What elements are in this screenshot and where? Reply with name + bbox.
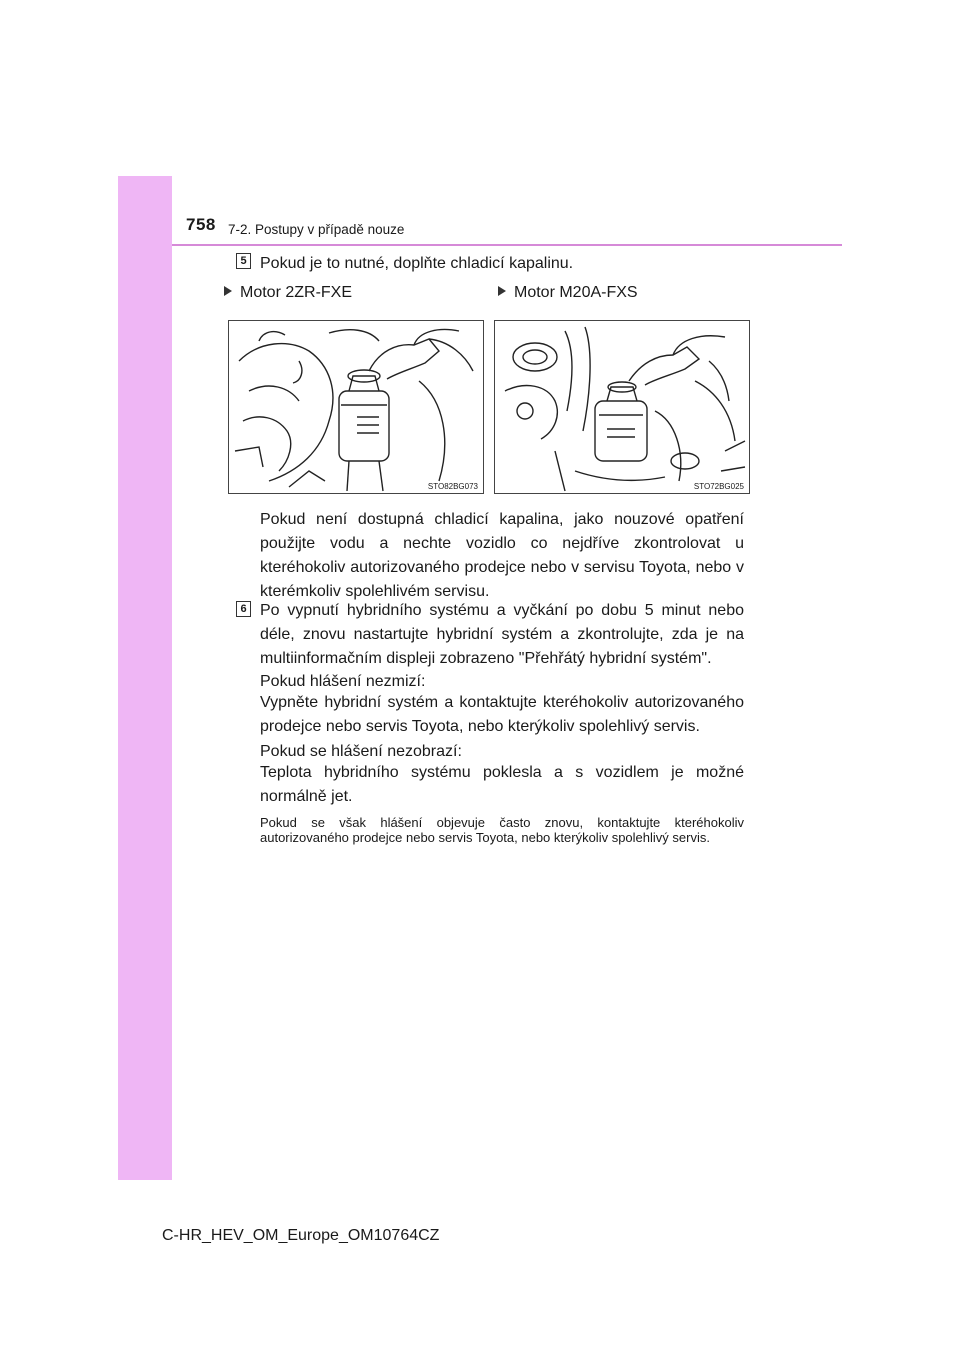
small-note: Pokud se však hlášení objevuje často znovu, kontaktujte kteréhokoliv autorizovaného prodejce nebo servis Toyota, nebo kterýkoliv spolehlivý servis. (260, 815, 744, 845)
variant-right-text: Motor M20A-FXS (514, 284, 638, 301)
case2-text: Teplota hybridního systému poklesla a s vozidlem je možné normálně jet. (260, 764, 744, 805)
step-5-text: Pokud je to nutné, doplňte chladicí kapalinu. (260, 255, 574, 272)
document-id: C-HR_HEV_OM_Europe_OM10764CZ (162, 1227, 440, 1244)
step-6-text: Po vypnutí hybridního systému a vyčkání po dobu 5 minut nebo déle, znovu nastartujte hybridní systém a zkontrolujte, zda je na multiinformačním displeji zobrazeno "Přehřátý hybridní systém". (260, 602, 744, 667)
illustration-2zr-fxe (228, 320, 484, 494)
page-number: 758 (186, 215, 216, 234)
illustration-code-left: STO82BG073 (427, 482, 478, 491)
case2-heading: Pokud se hlášení nezobrazí: (260, 743, 462, 760)
case1-heading: Pokud hlášení nezmizí: (260, 673, 426, 690)
bullet-triangle-icon (224, 286, 232, 296)
illustration-code-right: STO72BG025 (693, 482, 744, 491)
engine-line-drawing-left (229, 321, 484, 494)
coolant-note: Pokud není dostupná chladicí kapalina, jako nouzové opatření použijte vodu a nechte vozidlo co nejdříve zkontrolovat u kteréhokoliv autorizovaného prodejce nebo v servisu Toyota, nebo v kterémkoliv spolehlivém servisu. (260, 511, 744, 600)
section-title: 7-2. Postupy v případě nouze (228, 222, 405, 237)
variant-left-label (224, 284, 352, 302)
variant-right-label (498, 284, 638, 302)
engine-line-drawing-right (495, 321, 750, 494)
step-number-5: 5 (236, 253, 251, 269)
header-rule (172, 244, 842, 246)
case1-text: Vypněte hybridní systém a kontaktujte kteréhokoliv autorizovaného prodejce nebo servis Toyota, nebo kterýkoliv spolehlivý servis. (260, 694, 744, 735)
section-tab-strip (118, 176, 172, 1180)
bullet-triangle-icon (498, 286, 506, 296)
step-number-6: 6 (236, 601, 251, 617)
illustration-m20a-fxs (494, 320, 750, 494)
variant-left-text: Motor 2ZR-FXE (240, 284, 353, 301)
